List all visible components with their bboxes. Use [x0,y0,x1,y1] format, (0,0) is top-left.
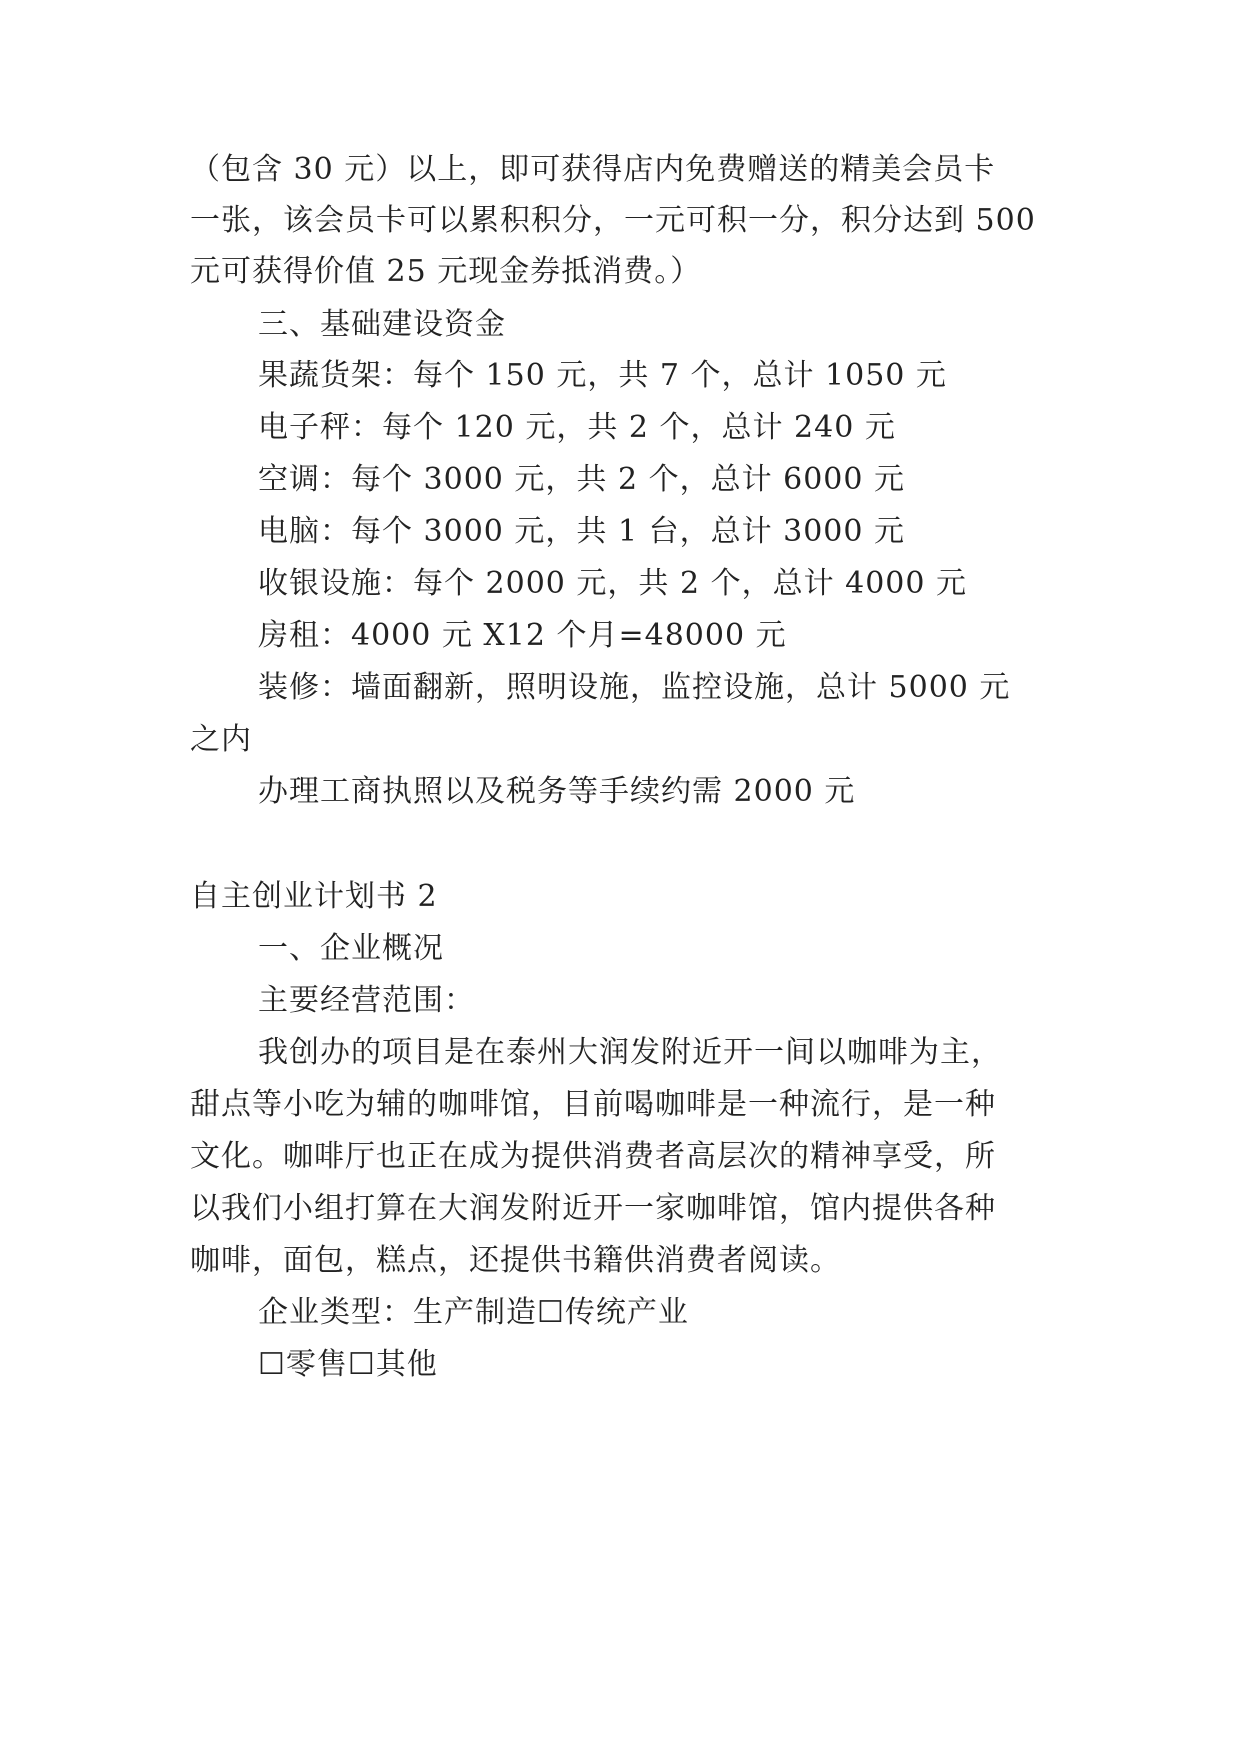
cost-item: 房租：4000 元 X12 个月=48000 元 [258,618,787,653]
enterprise-type-line: 企业类型：生产制造☐传统产业 [258,1295,689,1330]
paragraph-line: 之内 [190,722,252,757]
paragraph-line: 我创办的项目是在泰州大润发附近开一间以咖啡为主， [258,1035,1002,1070]
section-heading: 三、基础建设资金 [258,307,506,342]
cost-item: 空调：每个 3000 元，共 2 个，总计 6000 元 [258,462,905,497]
document-title: 自主创业计划书 2 [190,879,438,914]
paragraph-line: 文化。咖啡厅也正在成为提供消费者高层次的精神享受，所 [190,1139,996,1174]
paragraph-line: 甜点等小吃为辅的咖啡馆，目前喝咖啡是一种流行，是一种 [190,1087,996,1122]
section-heading: 一、企业概况 [258,931,444,966]
cost-item: 收银设施：每个 2000 元，共 2 个，总计 4000 元 [258,566,967,601]
subheading: 主要经营范围： [258,983,475,1018]
cost-item: 办理工商执照以及税务等手续约需 2000 元 [258,774,856,809]
paragraph-line: 一张，该会员卡可以累积积分，一元可积一分，积分达到 500 [190,203,1036,238]
cost-item: 电子秤：每个 120 元，共 2 个，总计 240 元 [258,410,896,445]
enterprise-type-line: ☐零售☐其他 [258,1347,438,1382]
paragraph-line: （包含 30 元）以上，即可获得店内免费赠送的精美会员卡 [190,152,996,187]
paragraph-line: 咖啡，面包，糕点，还提供书籍供消费者阅读。 [190,1243,841,1278]
cost-item: 装修：墙面翻新，照明设施，监控设施，总计 5000 元 [258,670,1011,705]
paragraph-line: 以我们小组打算在大润发附近开一家咖啡馆，馆内提供各种 [190,1191,996,1226]
paragraph-line: 元可获得价值 25 元现金券抵消费。） [190,254,702,289]
cost-item: 电脑：每个 3000 元，共 1 台，总计 3000 元 [258,514,905,549]
cost-item: 果蔬货架：每个 150 元，共 7 个，总计 1050 元 [258,358,947,393]
